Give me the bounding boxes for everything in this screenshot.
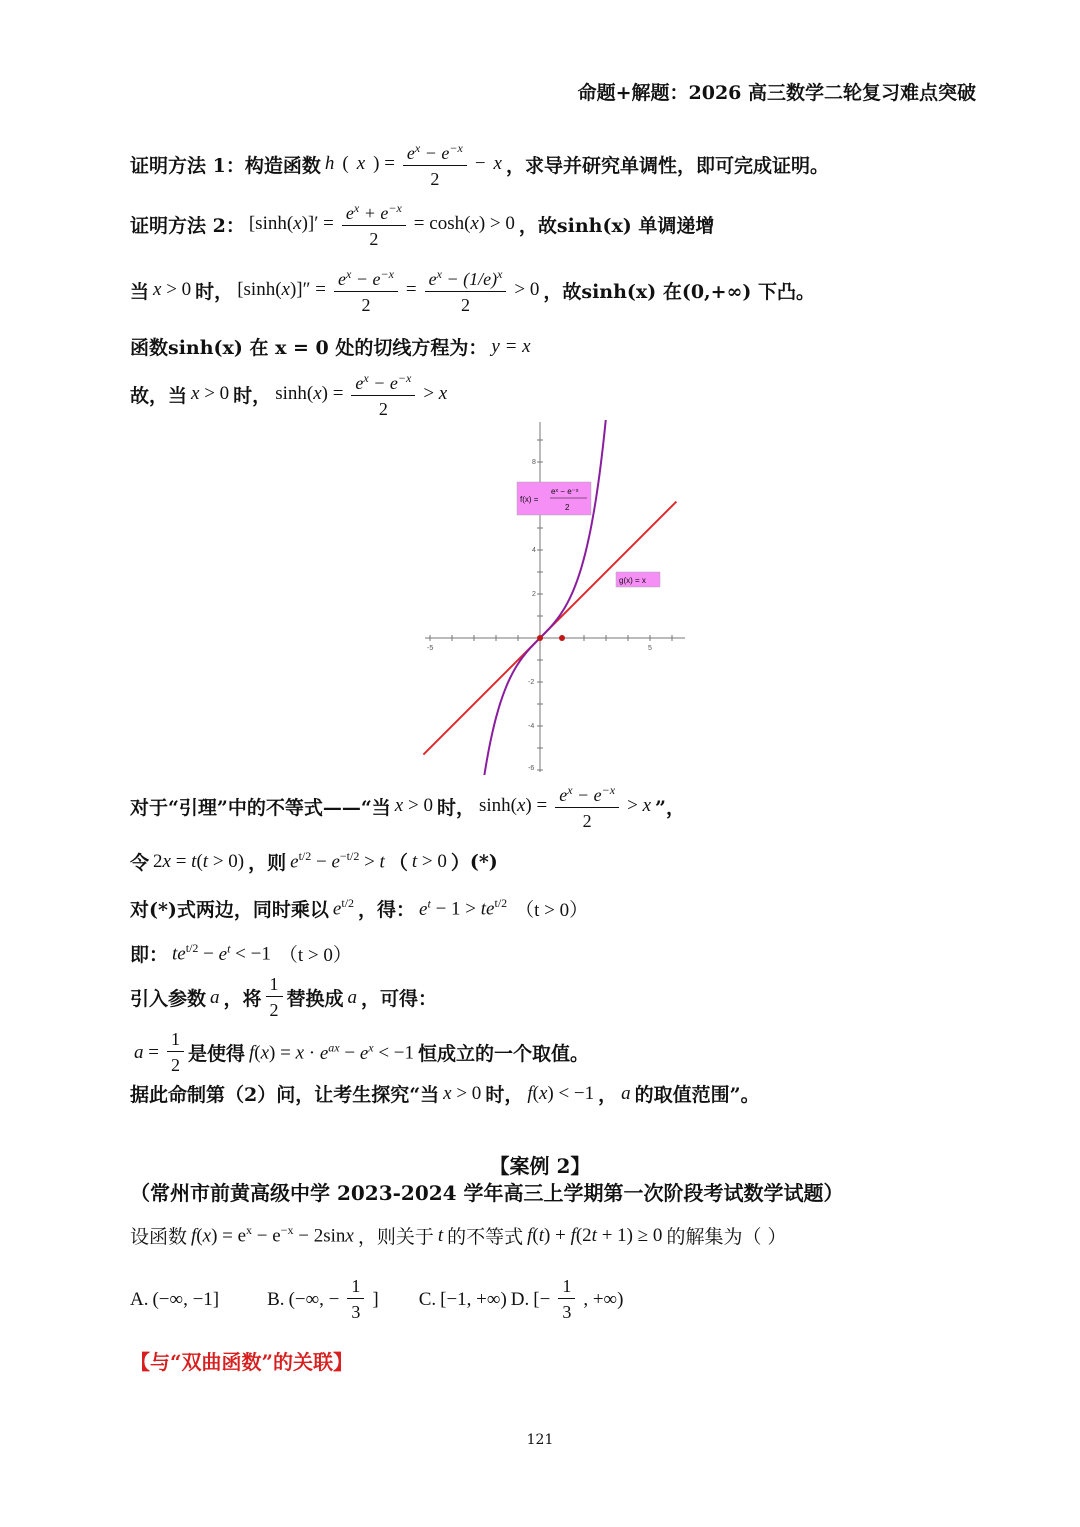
- conclusion-prefix: 故，当: [130, 384, 188, 407]
- design-text4: 的取值范围”。: [634, 1084, 760, 1106]
- tick-y-2: 2: [532, 591, 536, 598]
- tick-y-4: 4: [532, 547, 536, 554]
- proof1-tail: ，求导并研究单调性，即可完成证明。: [505, 154, 829, 177]
- value-line: a = $\frac{1}{2}$ 是使得 $f(x) = x \cdot e^{ax} - e^x < -1$ 恒成立的一个取值。: [134, 1029, 590, 1075]
- lemma-line: 对于“引理”中的不等式——“当 x > 0 时， sinh(x) = $\frac{e^x - e^{-x}}{2}$ > x ”，: [130, 778, 685, 834]
- ie-line: 即： $te^{t/2} - e^t < -1$ （t > 0）: [130, 941, 352, 966]
- label-f-den: 2: [565, 503, 570, 512]
- label-g: g(x) = x: [619, 576, 646, 585]
- param-text2: ，将: [223, 988, 262, 1010]
- sub-text2: ，则: [248, 852, 287, 874]
- label-f: f(x) =: [520, 495, 539, 504]
- function-graph: [420, 420, 690, 775]
- lemma-text: 对于“引理”中的不等式——“当: [130, 796, 391, 819]
- design-line: 据此命制第（2）问，让考生探究“当 x > 0 时， f(x) < −1 ， a 的取值范围”。: [130, 1080, 760, 1107]
- proof2-label: 证明方法 2：: [130, 214, 245, 237]
- curve-sinh: [484, 420, 606, 775]
- ie-paren: （t > 0）: [278, 945, 352, 966]
- ie-text1: 即：: [130, 944, 169, 966]
- design-text3: ，: [598, 1084, 618, 1106]
- page-number: 121: [526, 1432, 554, 1448]
- case2-title: 【案例 2】: [489, 1154, 591, 1178]
- design-text1: 据此命制第（2）问，让考生探究“当: [130, 1084, 440, 1106]
- point-x1: [559, 635, 565, 641]
- convex-prefix: 当: [130, 280, 150, 303]
- case2-options: A. (−∞, −1] B. (−∞, − $\frac{1}{3}$ ] C. [−1, +∞) D. [− $\frac{1}{3}$ , +∞): [130, 1276, 624, 1322]
- proof-method-2: 证明方法 2： [sinh(x)]′ = $\frac{e^x + e^{-x}}{2}$ = cosh(x) > 0 ，故sinh(x) 单调递增: [130, 196, 714, 252]
- sub-text4: ）: [450, 852, 470, 874]
- tick-y-neg6: -6: [528, 765, 535, 772]
- mult-paren: （t > 0）: [515, 900, 589, 921]
- tick-x-5: 5: [648, 645, 652, 652]
- page-header: 命题+解题：2026 高三数学二轮复习难点突破: [577, 82, 976, 104]
- lemma-tail: ”，: [655, 796, 685, 819]
- tick-y-neg4: -4: [528, 723, 535, 730]
- sub-text1: 令: [130, 852, 150, 874]
- option-a-label: A.: [130, 1288, 149, 1310]
- lemma-mid: 时，: [436, 796, 475, 819]
- conclusion-mid: 时，: [233, 384, 272, 407]
- sub-text3: （: [388, 852, 408, 874]
- case2-q1: 设函数: [130, 1226, 188, 1248]
- substitution-line: 令 2x = t(t > 0) ，则 $e^{t/2} - e^{-t/2} > t$ （ t > 0 ） (*): [130, 849, 498, 874]
- mult-text1: 对(*)式两边，同时乘以: [130, 899, 329, 921]
- related-heading: 【与“双曲函数”的关联】: [130, 1350, 354, 1374]
- label-f-num: eˣ − e⁻ˣ: [551, 487, 579, 496]
- option-c-label: C.: [418, 1288, 437, 1310]
- proof2-tail: ，故sinh(x) 单调递增: [518, 214, 715, 237]
- sub-star: (*): [469, 850, 498, 873]
- conclusion-line: 故，当 x > 0 时， sinh(x) = $\frac{e^x - e^{-x}}{2}$ > x: [130, 366, 451, 422]
- convexity-line: 当 x > 0 时， [sinh(x)]″ = $\frac{e^x - e^{-x}}{2}$ = $\frac{e^x - (1/e)^x}{2}$ > 0 ，故sinh(x) 在(0,+∞) 下凸。: [130, 262, 815, 318]
- tick-x-neg5: -5: [427, 645, 434, 652]
- case2-question: 设函数 $f(x) = e^x - e^{-x} - 2\sin x$ ，则关于 t 的不等式 f(t) + f(2t + 1) ≥ 0 的解集为（ ）: [130, 1223, 787, 1248]
- case2-source: [130, 1177, 844, 1206]
- tangent-text: 函数sinh(x) 在 x = 0 处的切线方程为：: [130, 337, 488, 359]
- case2-q2: ，则关于: [357, 1226, 434, 1248]
- tick-y-8: 8: [532, 459, 536, 466]
- convex-mid: 时，: [195, 280, 234, 303]
- case2-q4: 的解集为（ ）: [666, 1226, 787, 1248]
- param-text1: 引入参数: [130, 988, 207, 1010]
- option-b-label: B.: [267, 1288, 285, 1310]
- case2-source-text: （常州市前黄高级中学 2023-2024 学年高三上学期第一次阶段考试数学试题）: [130, 1181, 844, 1205]
- value-text1: 是使得: [187, 1043, 245, 1065]
- proof1-label: 证明方法 1：: [130, 154, 245, 177]
- case2-q3: 的不等式: [447, 1226, 524, 1248]
- option-d-label: D.: [510, 1288, 530, 1310]
- tangent-eq: y = x: [491, 335, 531, 357]
- tick-y-neg2: -2: [528, 679, 535, 686]
- param-text4: ，可得：: [361, 988, 438, 1010]
- param-text3: 替换成: [286, 988, 344, 1010]
- value-text2: 恒成立的一个取值。: [418, 1043, 590, 1065]
- mult-text2: ，得：: [358, 899, 416, 921]
- convex-tail: ，故sinh(x) 在(0,+∞) 下凸。: [543, 280, 816, 303]
- param-a: a: [210, 986, 220, 1008]
- proof-method-1: 证明方法 1： 构造函数 h ( x ) = $\frac{e^x - e^{-x}}{2}$ − x ，求导并研究单调性，即可完成证明。: [130, 136, 829, 192]
- multiply-line: 对(*)式两边，同时乘以 $e^{t/2}$ ，得： $e^t - 1 > te^{t/2}$ （t > 0）: [130, 896, 589, 921]
- proof1-text: 构造函数: [244, 154, 321, 177]
- design-text2: 时，: [485, 1084, 524, 1106]
- parameter-line: 引入参数 a ，将 $\frac{1}{2}$ 替换成 a ，可得：: [130, 974, 438, 1020]
- tangent-line: [130, 333, 535, 360]
- point-origin: [537, 635, 543, 641]
